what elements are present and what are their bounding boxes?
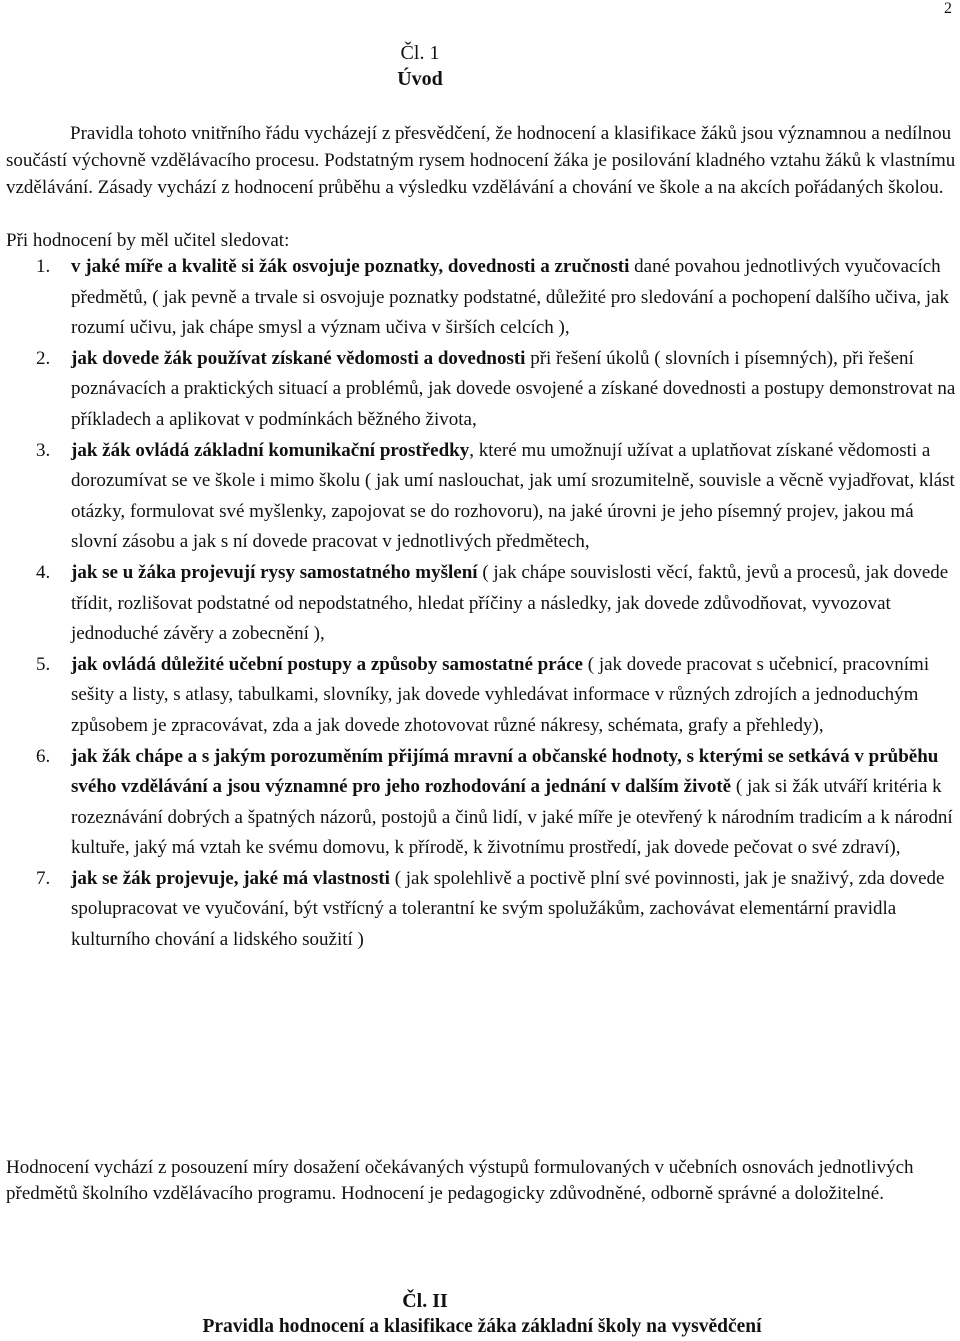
list-item (6, 864, 960, 956)
list-item-text: ( jak spolehlivě a poctivě plní své povinnosti, jak je snaživý, zda dovede spolupracovat ve vyučování, být vstřícný a tolerantní ke svým spolužákům, zachovávat elementární pravidla kulturního chování a lidského soužití ) (71, 867, 945, 951)
list-item-text: ( jak dovede pracovat s učebnicí, pracovními sešity a listy, s atlasy, tabulkami, slovníky, jak dovede vyhledávat informace v různých zdrojích a jednoduchým způsobem je zpracovávat, zda a jak dovede zhotovovat různé nákresy, schémata, grafy a přehledy), (71, 653, 930, 736)
list-item (6, 650, 960, 742)
article-2-number: Čl. II (402, 1290, 448, 1312)
list-item-text: , které mu umožnují užívat a uplatňovat získané vědomosti a dorozumívat se ve škole i mimo školu ( jak umí naslouchat, jak umí srozumitelně, souvisle a věcně vyjadřovat, klást otázky, formulovat své myšlenky, zapojovat se do rozhovoru), na jaké úrovni je jeho písemný projev, jakou má slovní zásobu a jak s ní dovede pracovat v jednotlivých předmětech, (71, 439, 955, 553)
article-1-title: Úvod (397, 68, 443, 90)
list-item-text: při řešení úkolů ( slovních i písemných), při řešení poznávacích a praktických situací a problémů, jak dovede osvojené a získané dovednosti a postupy demonstrovat na příkladech a aplikovat v podmínkách běžného života, (71, 347, 956, 430)
list-item-bold: v jaké míře a kvalitě si žák osvojuje poznatky, dovednosti a zručnosti (71, 256, 630, 277)
list-item-number: 5. (36, 653, 51, 675)
criteria-list (6, 252, 960, 956)
list-item-bold: jak žák chápe a s jakým porozuměním přijímá mravní a občanské hodnoty, s kterými se setkává v průběhu svého vzdělávání a jsou významné pro jeho rozhodování a jednání v dalším životě (71, 745, 939, 798)
list-item-number: 6. (36, 745, 51, 767)
article-1-number: Čl. 1 (400, 42, 440, 64)
list-item-text: ( jak chápe souvislosti věcí, faktů, jevů a procesů, jak dovede třídit, rozlišovat podstatné od nepodstatného, hledat příčiny a následky, jak dovede zdůvodňovat, vyvozovat jednoduché závěry a zobecnění ), (71, 561, 949, 645)
list-item-number: 2. (36, 347, 51, 369)
list-item-number: 4. (36, 561, 51, 583)
list-item-bold: jak se u žáka projevují rysy samostatného myšlení (71, 561, 478, 583)
list-item (6, 252, 960, 344)
summary-paragraph: Hodnocení vychází z posouzení míry dosažení očekávaných výstupů formulovaných v učebních osnovách jednotlivých předmětů školního vzdělávacího programu. Hodnocení je pedagogicky zdůvodněné, odborně správné a doložitelné. (6, 1157, 914, 1204)
list-item-bold: jak se žák projevuje, jaké má vlastnosti (71, 867, 390, 889)
list-item-number: 7. (36, 867, 51, 889)
page-number: 2 (944, 0, 952, 17)
list-item (6, 742, 960, 864)
list-item (6, 436, 960, 558)
list-item-bold: jak dovede žák používat získané vědomosti a dovednosti (71, 347, 526, 369)
list-item-number: 1. (36, 256, 51, 277)
list-item (6, 558, 960, 650)
criteria-lead: Při hodnocení by měl učitel sledovat: (6, 230, 290, 251)
list-item-text: ( jak si žák utváří kritéria k rozeznávání dobrých a špatných názorů, postojů a činů lidí, v jaké míře je otevřený k národním tradicím a k národní kultuře, jaký má vztah ke svému domovu, k přírodě, k životnímu prostředí, jak dovede pečovat o své zdraví), (71, 776, 953, 859)
list-item-text: dané povahou jednotlivých vyučovacích předmětů, ( jak pevně a trvale si osvojuje poznatky podstatné, důležité pro sledování a pochopení dalšího učiva, jak rozumí učivu, jak chápe smysl a význam učiva v širších celcích ), (71, 256, 949, 339)
article-2-title: Pravidla hodnocení a klasifikace žáka základní školy na vysvědčení (202, 1316, 762, 1337)
list-item-bold: jak žák ovládá základní komunikační prostředky (71, 439, 470, 461)
list-item-number: 3. (36, 439, 51, 461)
list-item-bold: jak ovládá důležité učební postupy a způsoby samostatné práce (71, 653, 583, 675)
intro-paragraph: Pravidla tohoto vnitřního řádu vycházejí z přesvědčení, že hodnocení a klasifikace žáků jsou významnou a nedílnou součástí výchovně vzdělávacího procesu. Podstatným rysem hodnocení žáka je posilování kladného vztahu žáků k vlastnímu vzdělávání. Zásady vychází z hodnocení průběhu a výsledku vzdělávání a chování ve škole a na akcích pořádaných školou. (6, 123, 956, 198)
list-item (6, 344, 960, 436)
